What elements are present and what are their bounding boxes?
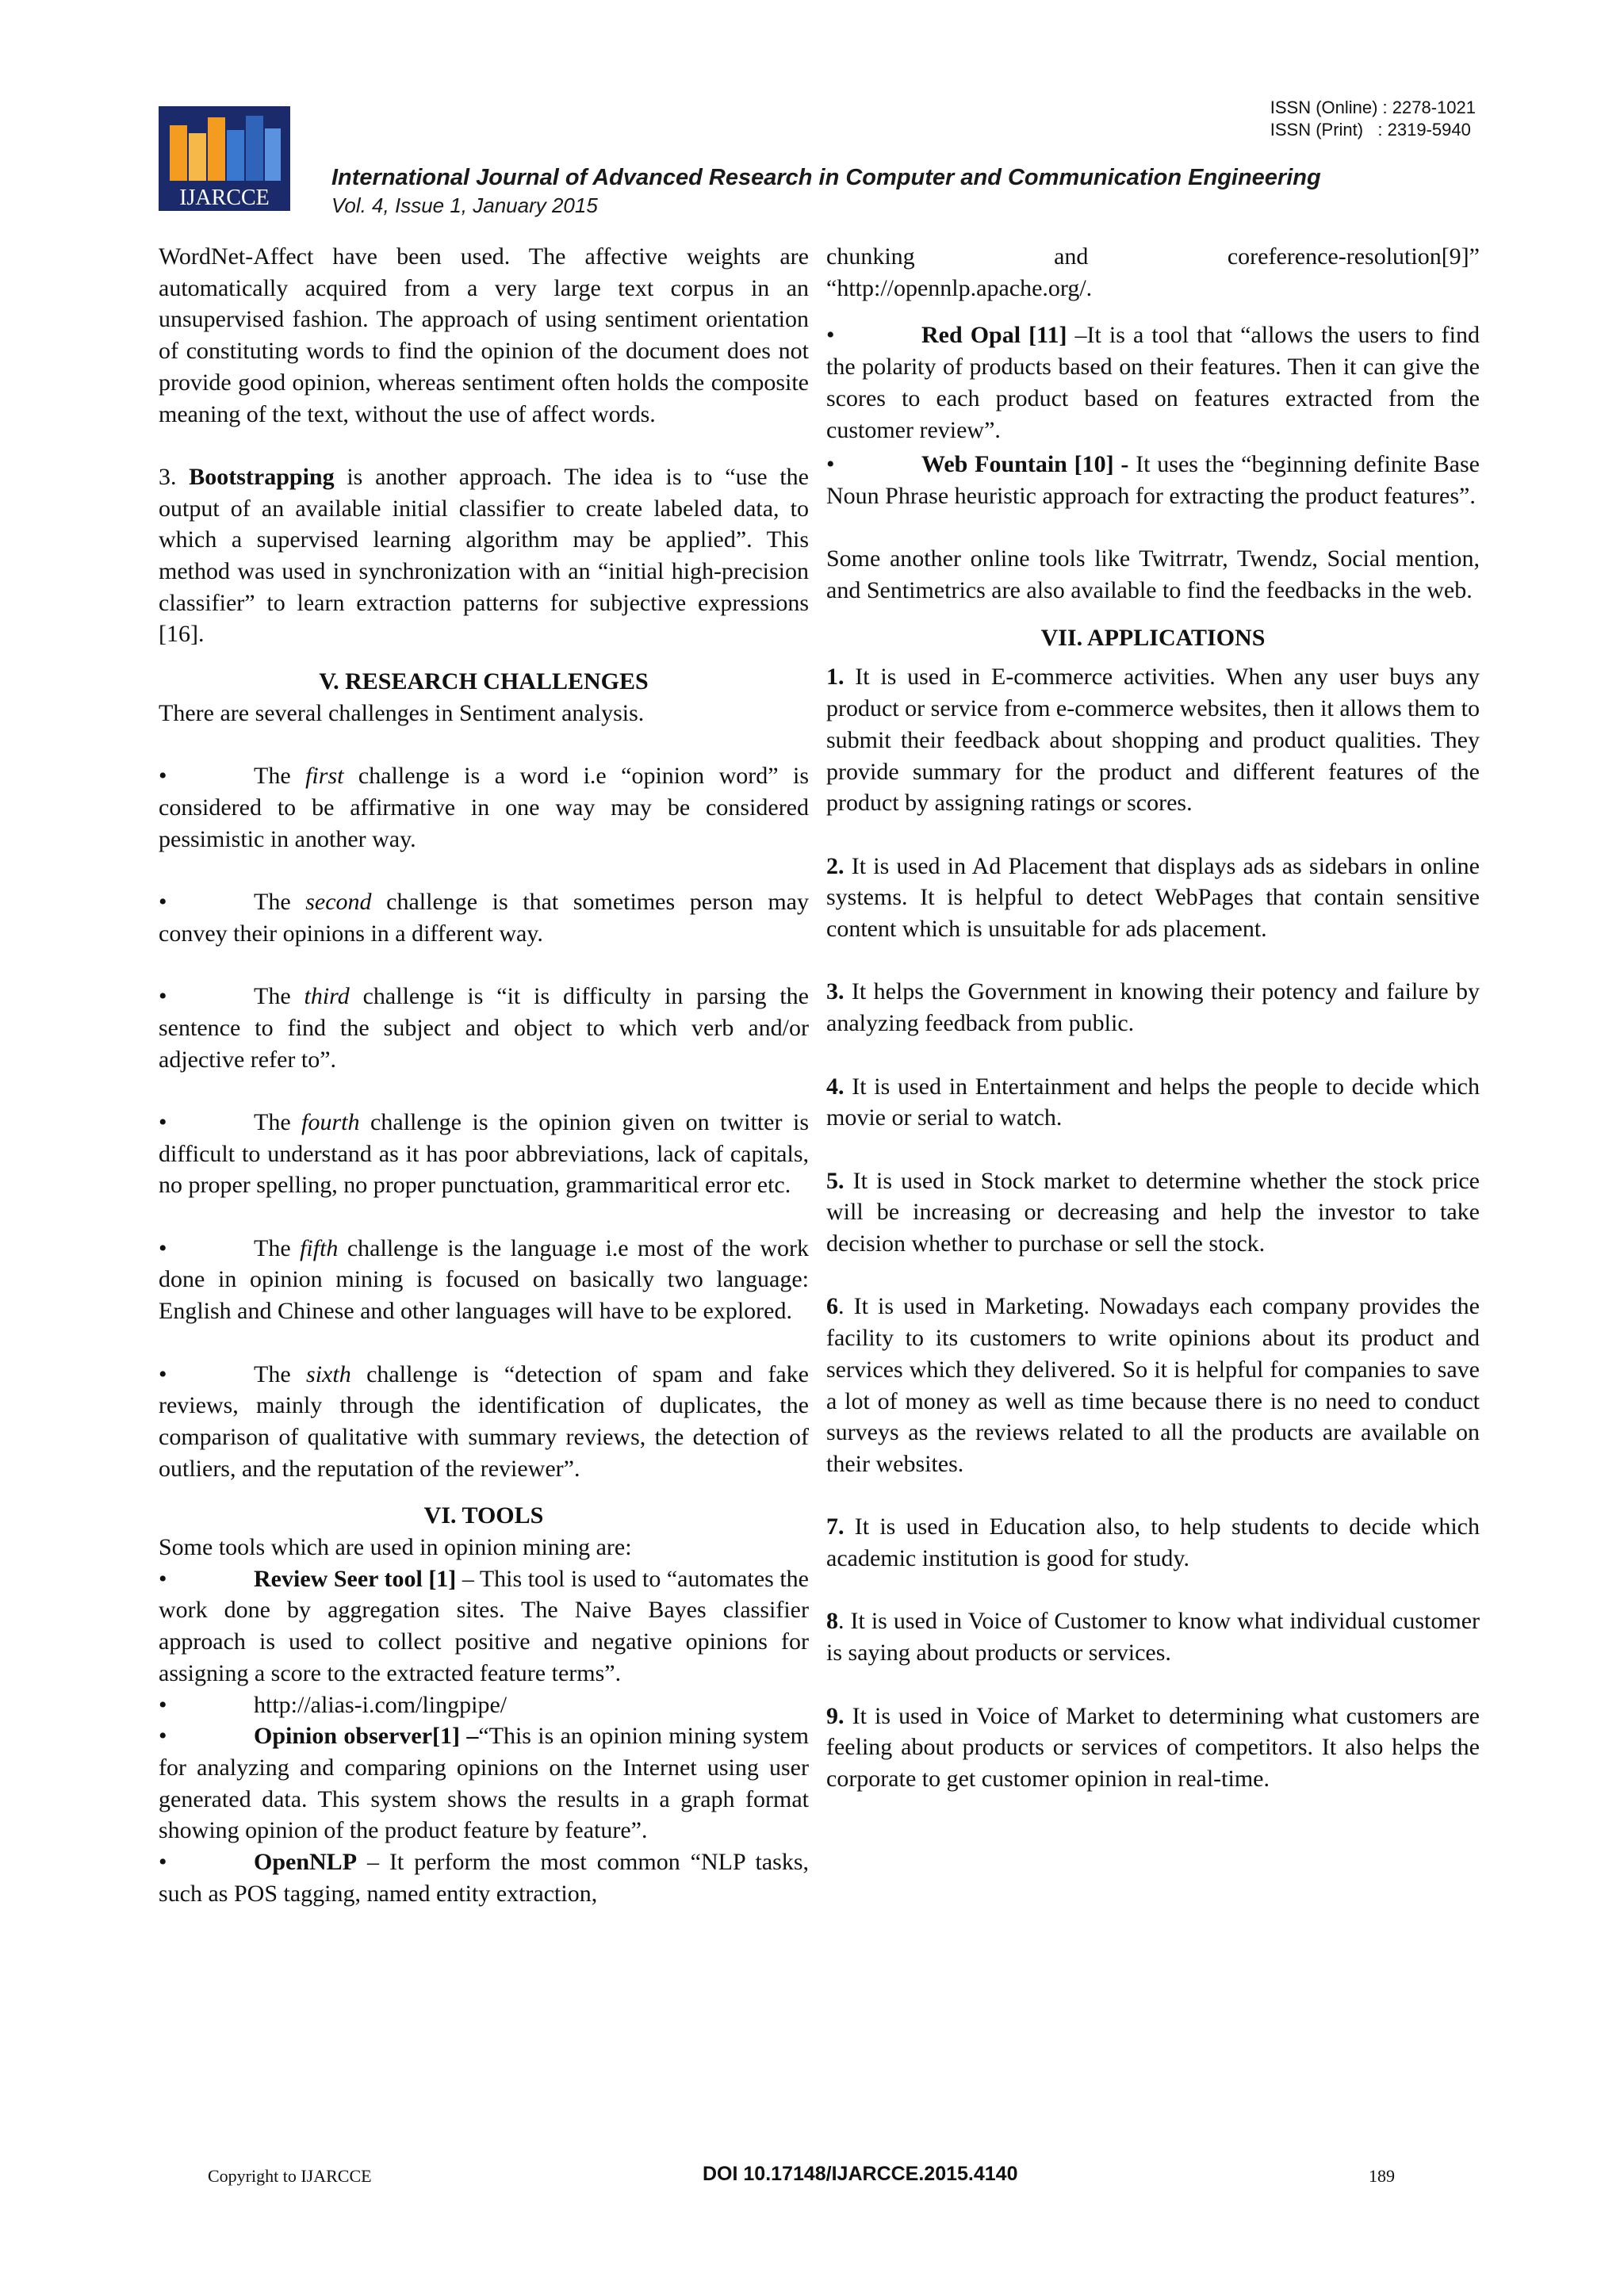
list-item: 9. It is used in Voice of Market to determining what customers are feeling about products or services of competitors. It also helps the corporate to get customer opinion in real-time. [826,1702,1480,1792]
list-item: • The fifth challenge is the language i.e most of the work done in opinion mining is focused on basically two language: English and Chinese and other languages will have to be explored. [159,1234,809,1325]
list-item: 5. It is used in Stock market to determine whether the stock price will be increasing or decreasing and help the investor to take decision whether to purchase or sell the stock. [826,1167,1480,1257]
list-item: • Red Opal [11] –It is a tool that “allows the users to find the polarity of products based on their features. Then it can give the scores to each product based on features extracted from the customer review”. [826,322,1480,443]
page-number: 189 [1369,2166,1395,2186]
list-item: 7. It is used in Education also, to help students to decide which academic institution is good for study. [826,1513,1480,1572]
list-item: • Web Fountain [10] - It uses the “beginning definite Base Noun Phrase heuristic approach for extracting the product features”. [826,451,1480,509]
list-item: • The third challenge is “it is difficulty in parsing the sentence to find the subject and object to which verb and/or adjective refer to”. [159,983,809,1073]
list-item: • The first challenge is a word i.e “opinion word” is considered to be affirmative in one way may be considered pessimistic in another way. [159,763,810,852]
journal-title: International Journal of Advanced Research in Computer and Communication Engineering [331,165,1321,190]
list-item: • The second challenge is that sometimes person may convey their opinions in a different way. [159,889,809,947]
footer-copyright: Copyright to IJARCCE [208,2166,372,2186]
issn-online: ISSN (Online) : 2278-1021 [1270,98,1476,117]
paragraph: Some tools which are used in opinion mining are: [159,1534,632,1561]
list-item: • OpenNLP – It perform the most common “NLP tasks, such as POS tagging, named entity extraction, [159,1849,809,1907]
issn-block [1270,97,1476,141]
left-column [159,241,809,1909]
section-heading: V. RESEARCH CHALLENGES [319,668,649,695]
list-item: 8. It is used in Voice of Customer to know what individual customer is saying about products or services. [826,1608,1480,1667]
footer-doi: DOI 10.17148/IJARCCE.2015.4140 [703,2163,1018,2185]
paragraph: chunking and coreference-resolution[9]” “http://opennlp.apache.org/. [826,243,1480,301]
section-heading: VII. APPLICATIONS [1040,624,1266,651]
paragraph: Some another online tools like Twitrratr, Twendz, Social mention, and Sentimetrics are also available to find the feedbacks in the web. [826,545,1480,604]
paragraph: There are several challenges in Sentiment analysis. [159,699,645,726]
paragraph: WordNet-Affect have been used. The affective weights are automatically acquired from a very large text corpus in an unsupervised fashion. The approach of using sentiment orientation of constituting words to find the opinion of the document does not provide good opinion, whereas sentiment often holds the composite meaning of the text, without the use of affect words. [159,243,809,427]
svg-text:IJARCCE: IJARCCE [179,186,270,210]
list-item: 2. It is used in Ad Placement that displays ads as sidebars in online systems. It is helpful to detect WebPages that contain sensitive content which is unsuitable for ads placement. [826,852,1480,943]
paragraph: 3. Bootstrapping is another approach. The idea is to “use the output of an available initial classifier to create labeled data, to which a supervised learning algorithm may be applied”. This method was used in synchronization with an “initial high-precision classifier” to learn extraction patterns for subjective expressions [16]. [159,463,809,648]
issn-print: ISSN (Print) : 2319-5940 [1270,120,1471,140]
right-column [826,241,1480,1795]
list-item: 6. It is used in Marketing. Nowadays each company provides the facility to its customers to write opinions about its product and services which they delivered. So it is helpful for companies to save a lot of money as well as time because there is no need to conduct surveys as the reviews related to all the products are available on their websites. [826,1293,1480,1477]
list-item: • http://alias-i.com/lingpipe/ [159,1691,508,1718]
section-heading: VI. TOOLS [423,1502,544,1529]
list-item: 3. It helps the Government in knowing their potency and failure by analyzing feedback from public. [826,978,1480,1037]
ijarcce-logo [159,106,290,211]
list-item: • Review Seer tool [1] – This tool is used to “automates the work done by aggregation sites. The Naive Bayes classifier approach is used to collect positive and negative opinions for assigning a score to the extracted feature terms”. [159,1565,809,1686]
list-item: 1. It is used in E-commerce activities. When any user buys any product or service from e-commerce websites, then it allows them to submit their feedback about shopping and product qualities. They provide summary for the product and different features of the product by assigning ratings or scores. [826,664,1480,817]
list-item: • The fourth challenge is the opinion given on twitter is difficult to understand as it has poor abbreviations, lack of capitals, no proper spelling, no proper punctuation, grammaritical error etc. [159,1108,809,1199]
list-item: • The sixth challenge is “detection of spam and fake reviews, mainly through the identification of duplicates, the comparison of qualitative with summary reviews, the detection of outliers, and the reputation of the reviewer”. [159,1360,809,1482]
journal-volume: Vol. 4, Issue 1, January 2015 [331,193,598,217]
list-item: • Opinion observer[1] –“This is an opinion mining system for analyzing and comparing opinions on the Internet using user generated data. This system shows the results in a graph format showing opinion of the product feature by feature”. [159,1723,809,1844]
list-item: 4. It is used in Entertainment and helps the people to decide which movie or serial to watch. [826,1073,1480,1131]
